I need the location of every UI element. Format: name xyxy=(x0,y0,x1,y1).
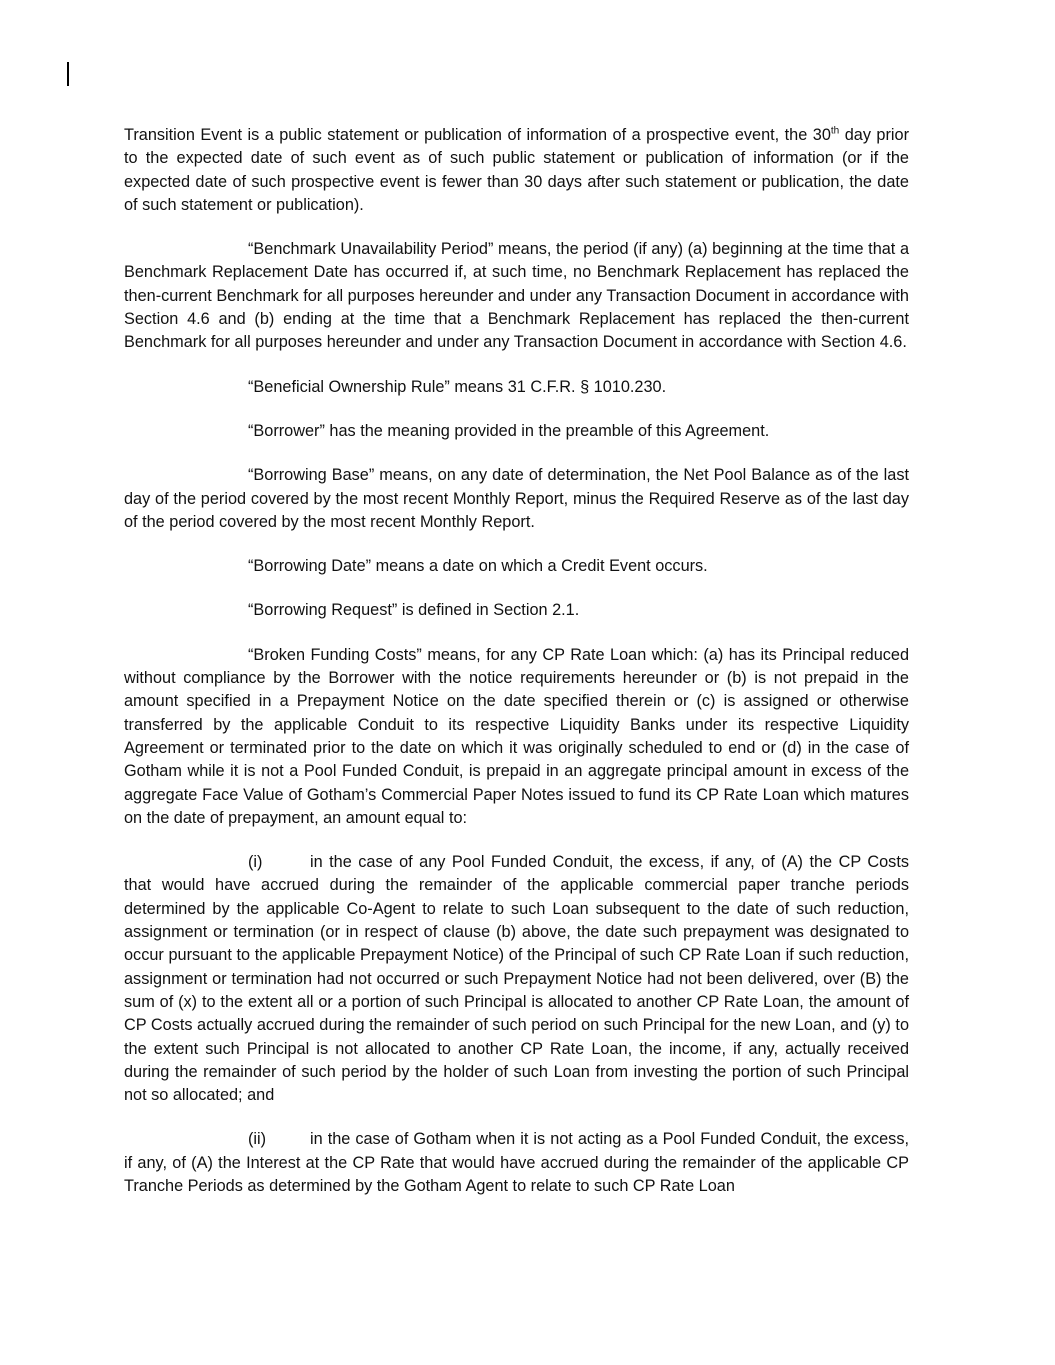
ordinal-superscript: th xyxy=(830,125,840,137)
revision-change-bar xyxy=(67,62,69,86)
clause-text: in the case of any Pool Funded Conduit, the excess, if any, of (A) the CP Costs that would have accrued during the remainder of the applicable commercial paper tranche periods determined by the applicable Co-Agent to relate to such Loan subsequent to the date of such reduction, assignment or termination (or in respect of clause (b) above, the date such prepayment was designated to occur pursuant to the applicable Prepayment Notice) of the Principal of such CP Rate Loan if such reduction, assignment or termination had not occurred or such Prepayment Notice had not been delivered, over (B) the sum of (x) to the extent all or a portion of such Principal is allocated to another CP Rate Loan, the amount of CP Costs actually accrued during the remainder of such period on such Principal for the new Loan, and (y) to the extent such Principal is not allocated to another CP Rate Loan, the income, if any, actually received during the remainder of such period by the holder of such Loan from investing the portion of such Principal not so allocated; and xyxy=(124,853,909,1105)
clause-label: (i) xyxy=(248,853,263,872)
paragraph-text: Transition Event is a public statement or publication of information of a prospective event, the 30 xyxy=(124,126,831,144)
clause-text: in the case of Gotham when it is not acting as a Pool Funded Conduit, the excess, if any, of (A) the Interest at the CP Rate that would have accrued during the remainder of the applicable CP Tranche Periods as determined by the Gotham Agent to relate to such CP Rate Loan xyxy=(124,1130,909,1195)
definition-borrowing-date: “Borrowing Date” means a date on which a Credit Event occurs. xyxy=(248,557,708,576)
clause-ii xyxy=(124,1128,909,1198)
clause-i xyxy=(124,851,909,1107)
definition-beneficial-ownership-rule: “Beneficial Ownership Rule” means 31 C.F.R. § 1010.230. xyxy=(248,377,667,396)
clause-label: (ii) xyxy=(248,1130,267,1149)
definition-borrowing-base: “Borrowing Base” means, on any date of determination, the Net Pool Balance as of the last day of the period covered by the most recent Monthly Report, minus the Required Reserve as of the last day of the period covered by the most recent Monthly Report. xyxy=(124,466,909,531)
definition-borrowing-request: “Borrowing Request” is defined in Section 2.1. xyxy=(248,601,580,620)
paragraph-text-continued: day prior to the expected date of such event as of such public statement or publication of information (or if the expected date of such prospective event is fewer than 30 days after such statement or publication, the date of such statement or publication). xyxy=(124,126,910,214)
definition-borrower: “Borrower” has the meaning provided in the preamble of this Agreement. xyxy=(248,421,770,440)
definition-benchmark-unavailability-period: “Benchmark Unavailability Period” means, the period (if any) (a) beginning at the time that a Benchmark Replacement Date has occurred if, at such time, no Benchmark Replacement has replaced the then-current Benchmark for all purposes hereunder and under any Transaction Document in accordance with Section 4.6 and (b) ending at the time that a Benchmark Replacement has replaced the then-current Benchmark for all purposes hereunder and under any Transaction Document in accordance with Section 4.6. xyxy=(124,240,909,352)
definition-broken-funding-costs: “Broken Funding Costs” means, for any CP Rate Loan which: (a) has its Principal reduced without compliance by the Borrower with the notice requirements hereunder or (b) is not prepaid in the amount specified in a Prepayment Notice on the date specified therein or (c) is assigned or otherwise transferred by the applicable Conduit to its respective Liquidity Banks under its respective Liquidity Agreement or terminated prior to the date on which it was originally scheduled to end or (d) in the case of Gotham while it is not a Pool Funded Conduit, is prepaid in an aggregate principal amount in excess of the aggregate Face Value of Gotham’s Commercial Paper Notes issued to fund its CP Rate Loan which matures on the date of prepayment, an amount equal to: xyxy=(124,645,909,827)
paragraph-transition-event-continuation xyxy=(124,124,909,217)
document-body xyxy=(124,124,909,1219)
